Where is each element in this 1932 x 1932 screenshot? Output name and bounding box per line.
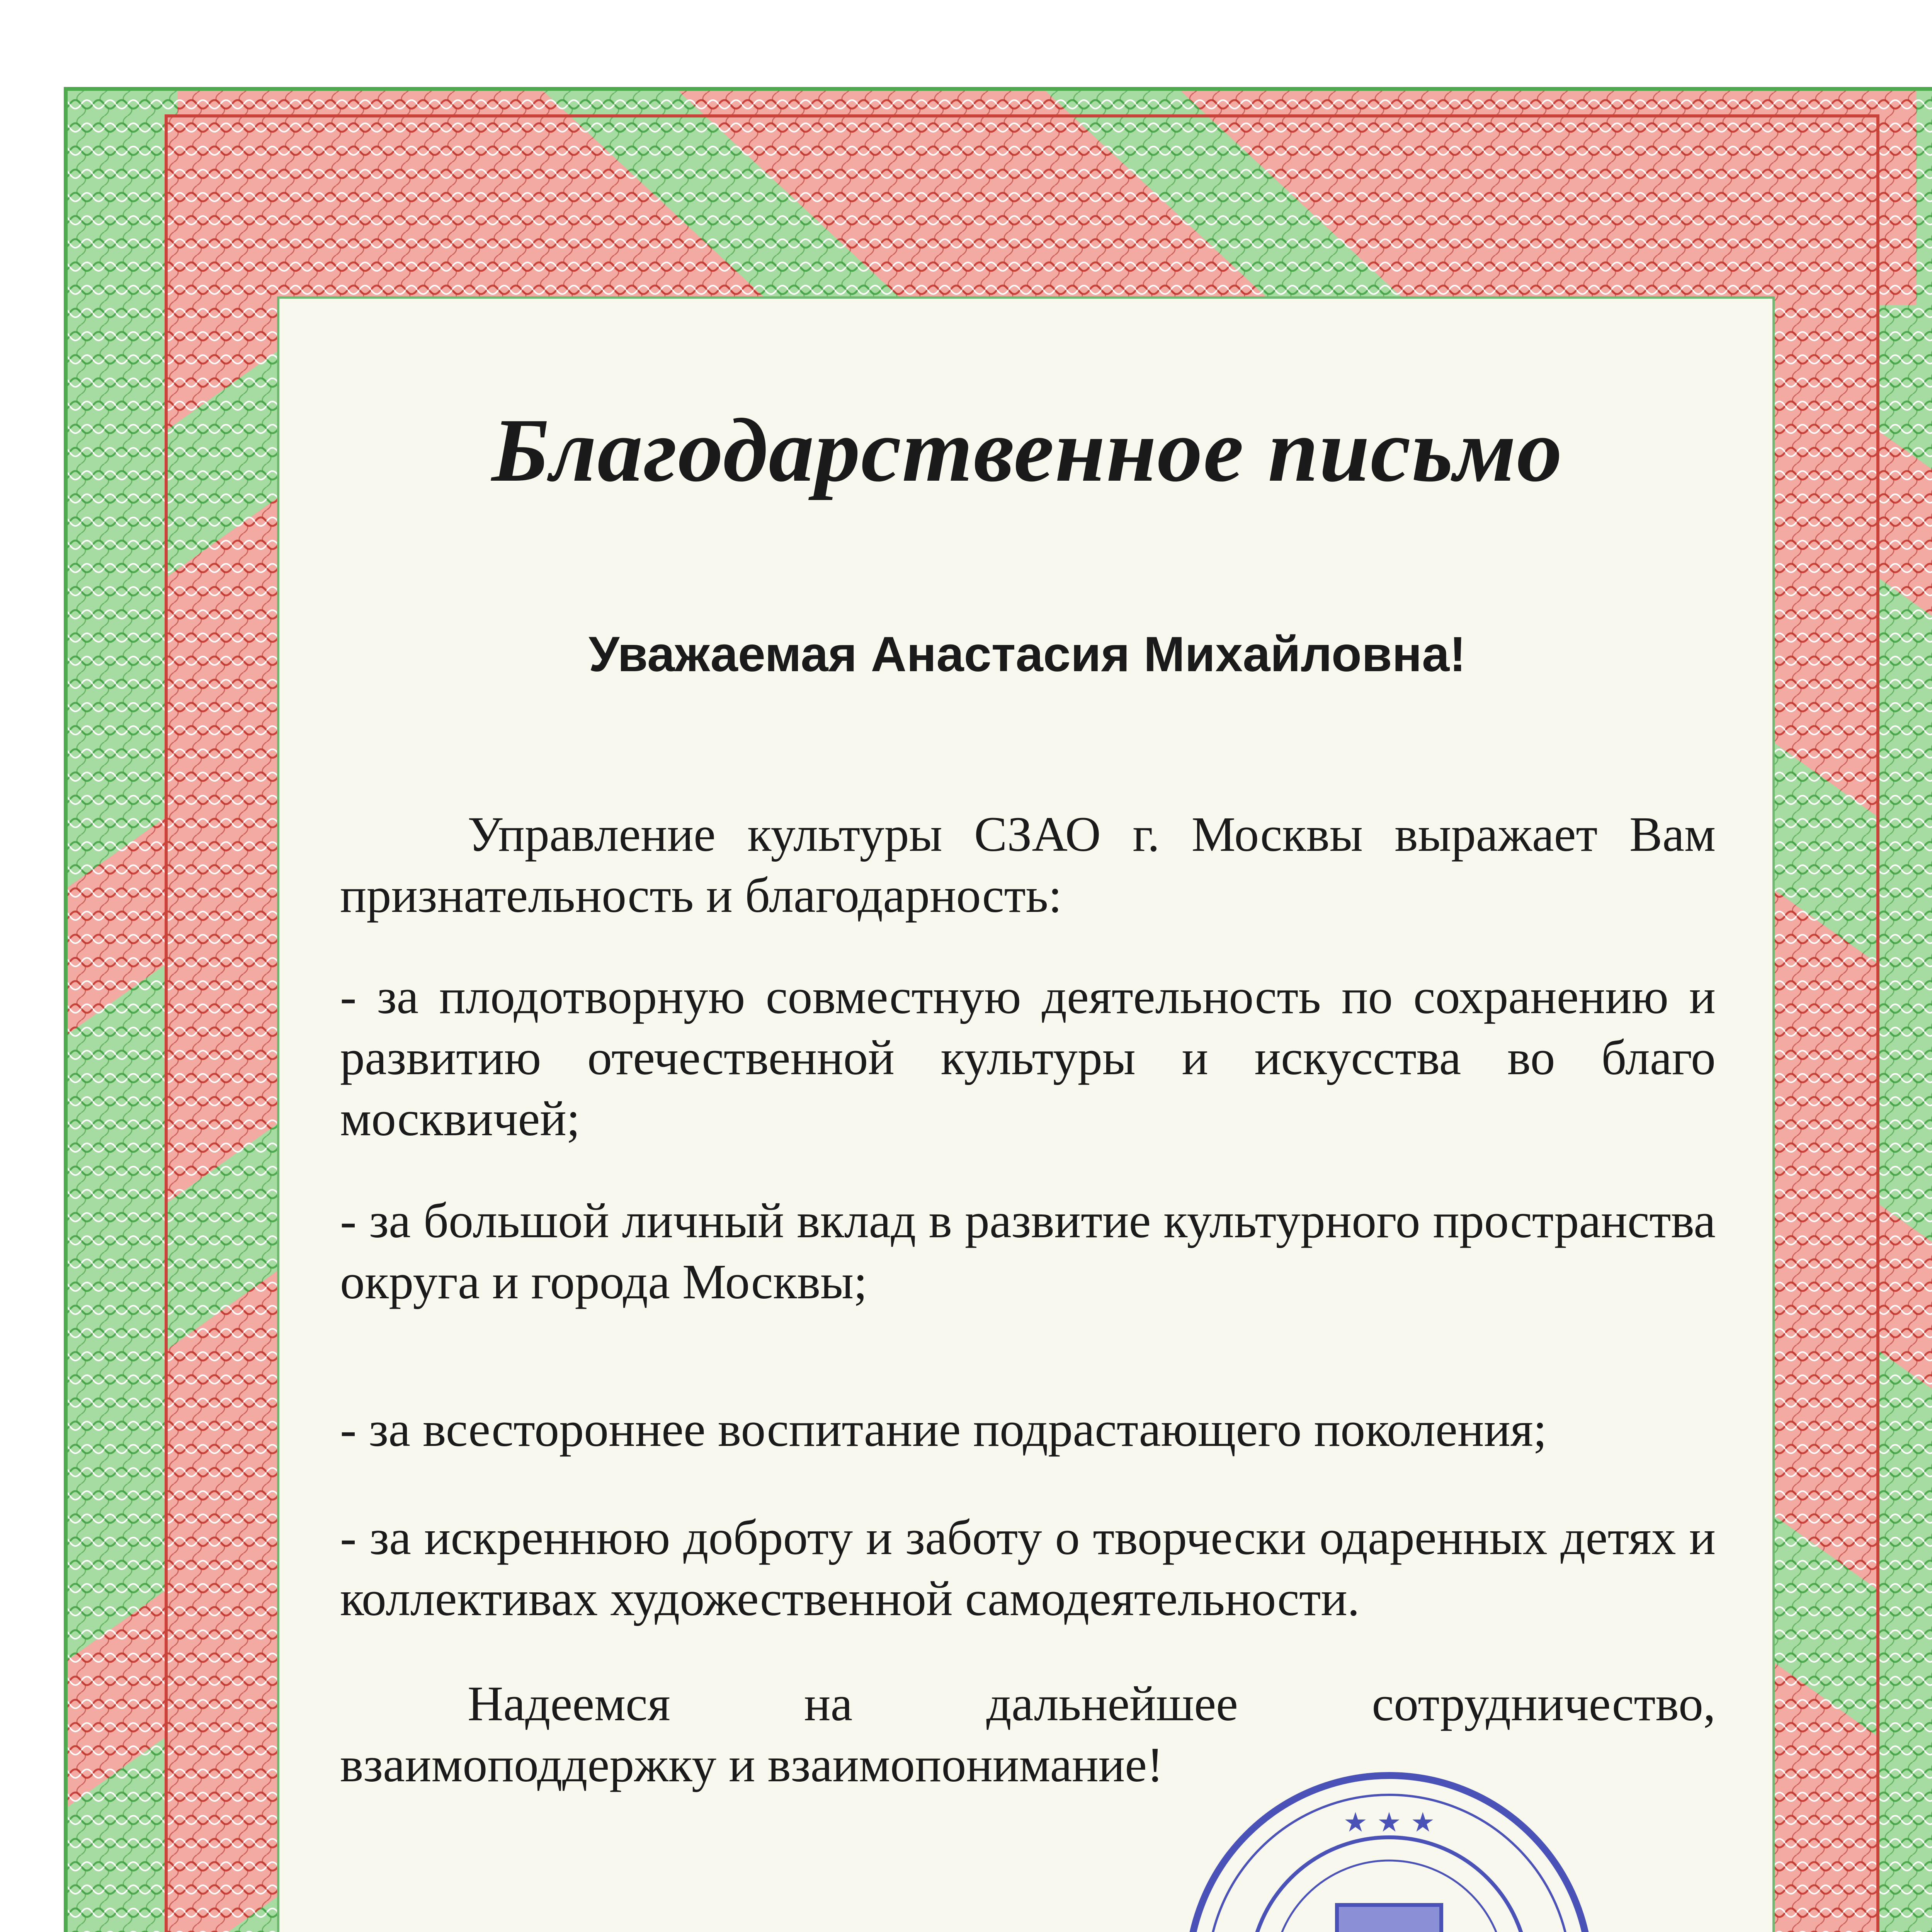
closing-paragraph: Надеемся на дальнейшее сотрудничество, взаимоподдержку и взаимопонимание! xyxy=(340,1676,1716,1792)
greeting: Уважаемая Анастасия Михайловна! xyxy=(588,627,1466,682)
seal-coat-of-arms xyxy=(1337,1905,1441,1932)
intro-paragraph: Управление культуры СЗАО г. Москвы выражает Вам признательность и благодарность: xyxy=(340,807,1716,923)
point-1: - за плодотворную совместную деятельность по сохранению и развитию отечественной культуры и искусства во благо москвичей; xyxy=(340,969,1716,1146)
letter-title: Благодарственное письмо xyxy=(492,400,1563,500)
point-3: - за всестороннее воспитание подрастающего поколения; xyxy=(340,1402,1547,1457)
svg-text:★ ★ ★: ★ ★ ★ xyxy=(1343,1806,1435,1838)
point-4: - за искреннюю доброту и заботу о творчески одаренных детях и коллективах художественной самодеятельности. xyxy=(340,1510,1716,1626)
official-seal xyxy=(1171,1758,1607,1932)
point-2: - за большой личный вклад в развитие культурного пространства округа и города Москвы; xyxy=(340,1193,1716,1309)
